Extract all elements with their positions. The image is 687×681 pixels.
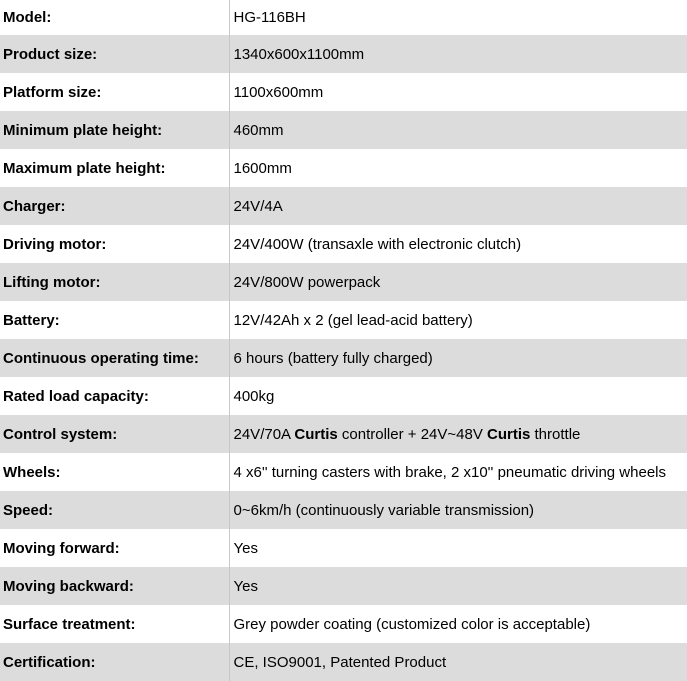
- spec-value: Yes: [229, 567, 687, 605]
- spec-label: Charger:: [0, 187, 229, 225]
- spec-value: 0~6km/h (continuously variable transmission): [229, 491, 687, 529]
- spec-row-surface-treatment: [0, 605, 687, 643]
- spec-value: 1100x600mm: [229, 73, 687, 111]
- spec-value: 24V/800W powerpack: [229, 263, 687, 301]
- spec-label: Minimum plate height:: [0, 111, 229, 149]
- spec-label: Maximum plate height:: [0, 149, 229, 187]
- spec-value: 1340x600x1100mm: [229, 35, 687, 73]
- spec-label: Platform size:: [0, 73, 229, 111]
- spec-label: Speed:: [0, 491, 229, 529]
- spec-label: Wheels:: [0, 453, 229, 491]
- spec-row-charger: [0, 187, 687, 225]
- spec-label: Driving motor:: [0, 225, 229, 263]
- spec-label: Moving backward:: [0, 567, 229, 605]
- spec-value: Yes: [229, 529, 687, 567]
- spec-value: [229, 415, 687, 453]
- spec-label: Product size:: [0, 35, 229, 73]
- spec-value: 1600mm: [229, 149, 687, 187]
- spec-label: Control system:: [0, 415, 229, 453]
- spec-value: 24V/4A: [229, 187, 687, 225]
- spec-value: CE, ISO9001, Patented Product: [229, 643, 687, 681]
- spec-row-certification: [0, 643, 687, 681]
- spec-value-text: 24V/70A: [233, 425, 295, 443]
- spec-label: Certification:: [0, 643, 229, 681]
- spec-row-load-capacity: [0, 377, 687, 415]
- spec-row-moving-backward: [0, 567, 687, 605]
- spec-row-product-size: [0, 35, 687, 73]
- spec-row-model: [0, 0, 687, 35]
- spec-value-text: controller + 24V~48V: [337, 425, 487, 443]
- spec-value: 4 x6'' turning casters with brake, 2 x10'' pneumatic driving wheels: [229, 453, 687, 491]
- spec-row-operating-time: [0, 339, 687, 377]
- spec-value: HG-116BH: [229, 0, 687, 35]
- brand-name: Curtis: [294, 425, 338, 443]
- spec-label: Surface treatment:: [0, 605, 229, 643]
- spec-label: Battery:: [0, 301, 229, 339]
- spec-label: Rated load capacity:: [0, 377, 229, 415]
- spec-label: Moving forward:: [0, 529, 229, 567]
- spec-row-driving-motor: [0, 225, 687, 263]
- spec-row-control-system: [0, 415, 687, 453]
- spec-row-moving-forward: [0, 529, 687, 567]
- spec-label: Model:: [0, 0, 229, 35]
- spec-row-max-plate-height: [0, 149, 687, 187]
- spec-value: 24V/400W (transaxle with electronic clutch): [229, 225, 687, 263]
- spec-value: 460mm: [229, 111, 687, 149]
- spec-value: Grey powder coating (customized color is acceptable): [229, 605, 687, 643]
- spec-value: 12V/42Ah x 2 (gel lead-acid battery): [229, 301, 687, 339]
- spec-row-platform-size: [0, 73, 687, 111]
- spec-value: 400kg: [229, 377, 687, 415]
- brand-name: Curtis: [487, 425, 531, 443]
- spec-row-battery: [0, 301, 687, 339]
- spec-row-lifting-motor: [0, 263, 687, 301]
- spec-label: Continuous operating time:: [0, 339, 229, 377]
- spec-label: Lifting motor:: [0, 263, 229, 301]
- spec-value: 6 hours (battery fully charged): [229, 339, 687, 377]
- spec-row-wheels: [0, 453, 687, 491]
- spec-row-speed: [0, 491, 687, 529]
- spec-value-text: throttle: [530, 425, 581, 443]
- spec-row-min-plate-height: [0, 111, 687, 149]
